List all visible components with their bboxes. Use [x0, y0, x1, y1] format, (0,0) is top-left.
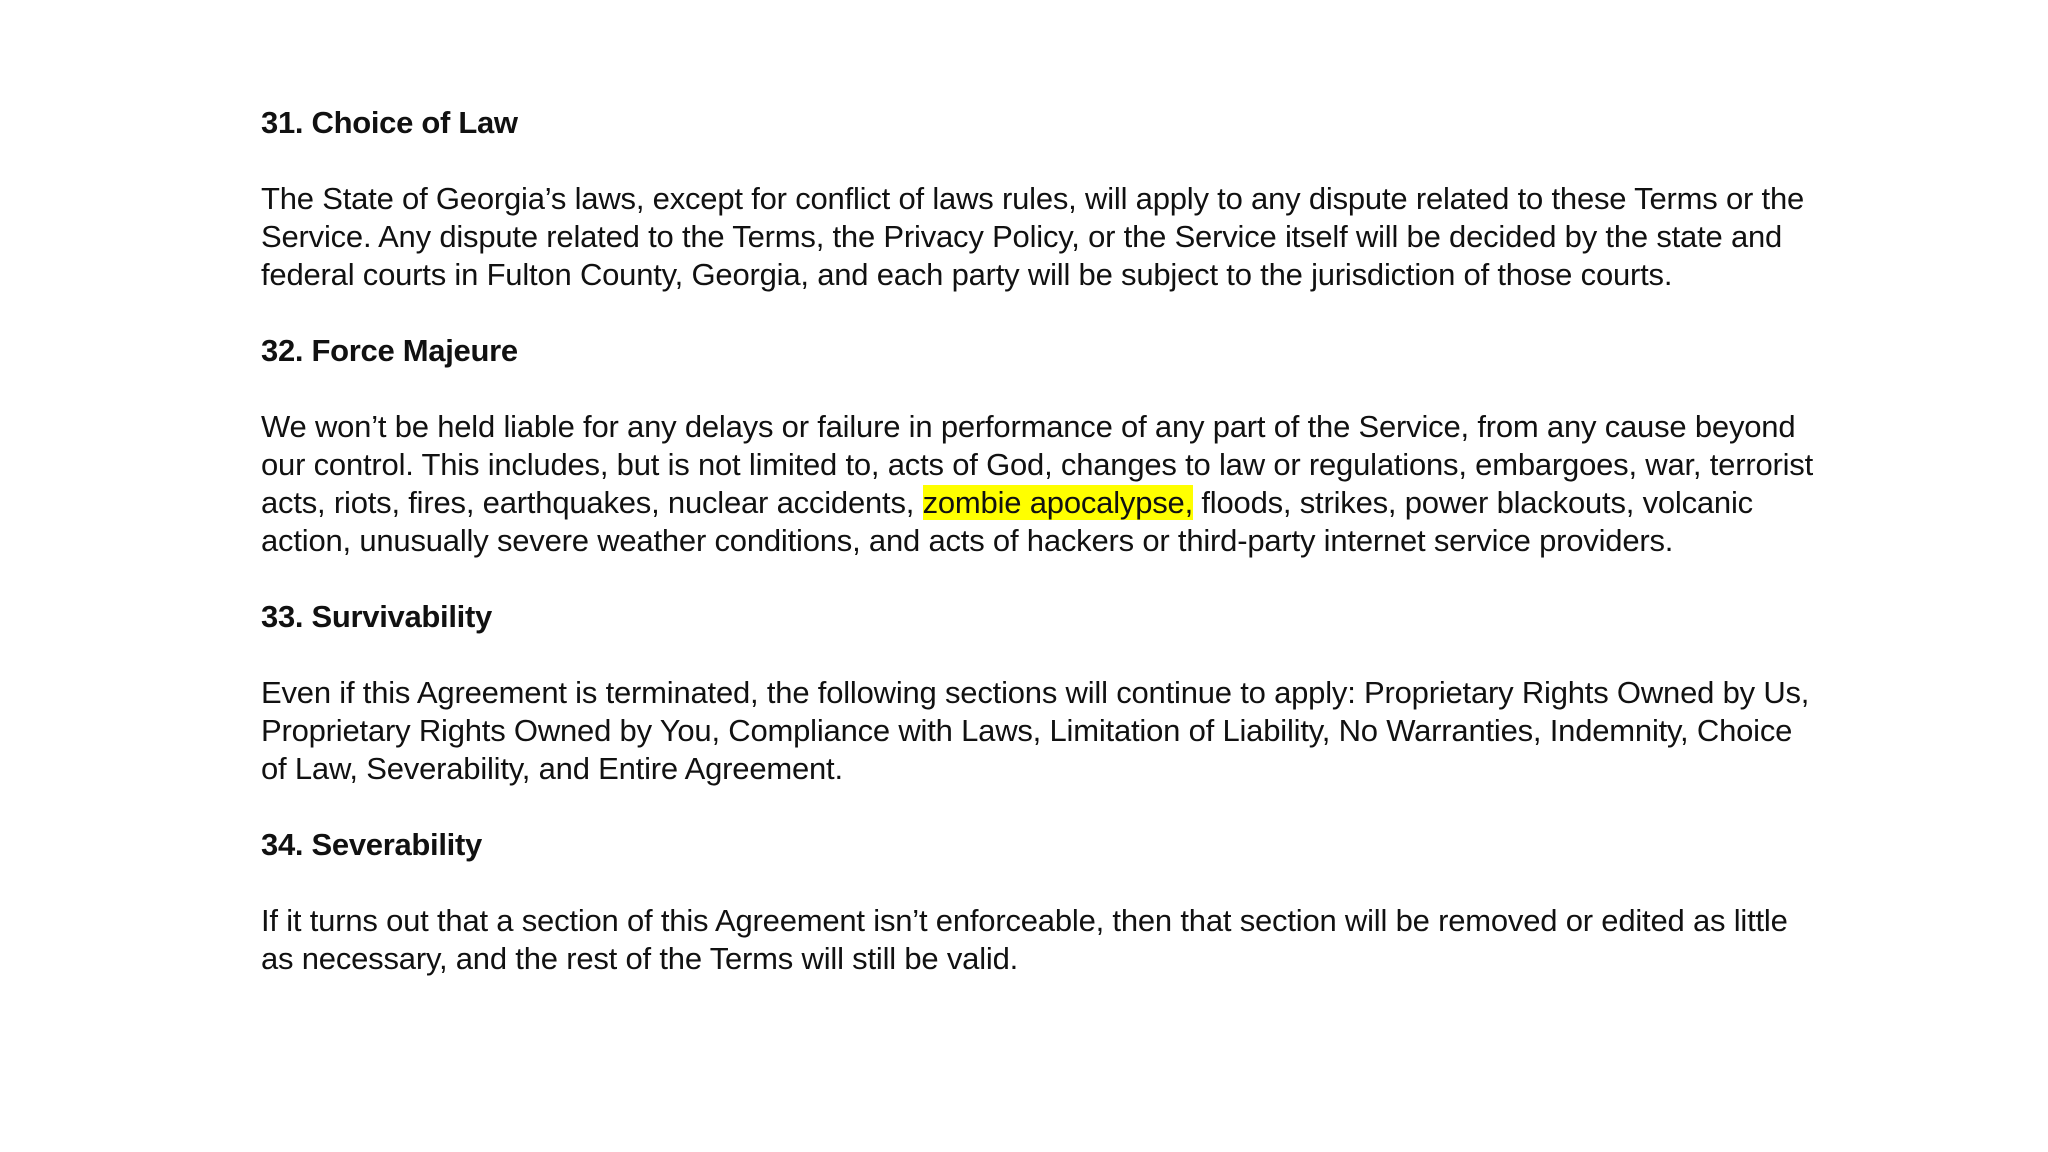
section-body: Even if this Agreement is terminated, the following sections will continue to apply: Proprietary Rights Owned by Us, Proprietary Rights Owned by You, Compliance with Laws, Limitation of Liability, No Warranties, Indemnity, Choice of Law, Severability, and Entire Agreement. — [261, 675, 1810, 786]
terms-document — [261, 104, 1821, 1016]
body-text-before: We won’t be held liable for any delays or failure in performance of any part of the Service, from any cause beyond our control. This includes, but is not limited to, acts of God, changes to law or regulations, embargoes, war, terrorist acts, riots, fires, earthquakes, nuclear accidents, — [261, 409, 1814, 520]
section-body: The State of Georgia’s laws, except for conflict of laws rules, will apply to any dispute related to these Terms or the Service. Any dispute related to the Terms, the Privacy Policy, or the Service itself will be decided by the state and federal courts in Fulton County, Georgia, and each party will be subject to the jurisdiction of those courts. — [261, 181, 1805, 292]
section-title: 33. Survivability — [261, 599, 492, 634]
section-title: 34. Severability — [261, 827, 482, 862]
section-choice-of-law — [261, 104, 1821, 294]
section-force-majeure — [261, 332, 1821, 560]
highlighted-text: zombie apocalypse, — [922, 485, 1193, 520]
section-title: 32. Force Majeure — [261, 333, 518, 368]
section-body: If it turns out that a section of this Agreement isn’t enforceable, then that section will be removed or edited as little as necessary, and the rest of the Terms will still be valid. — [261, 903, 1788, 976]
section-severability — [261, 826, 1821, 978]
section-survivability — [261, 598, 1821, 788]
body-text-after: floods, strikes, power blackouts, volcanic action, unusually severe weather conditions, and acts of hackers or third-party internet service providers. — [261, 485, 1753, 558]
section-body — [261, 408, 1821, 560]
section-title: 31. Choice of Law — [261, 105, 518, 140]
